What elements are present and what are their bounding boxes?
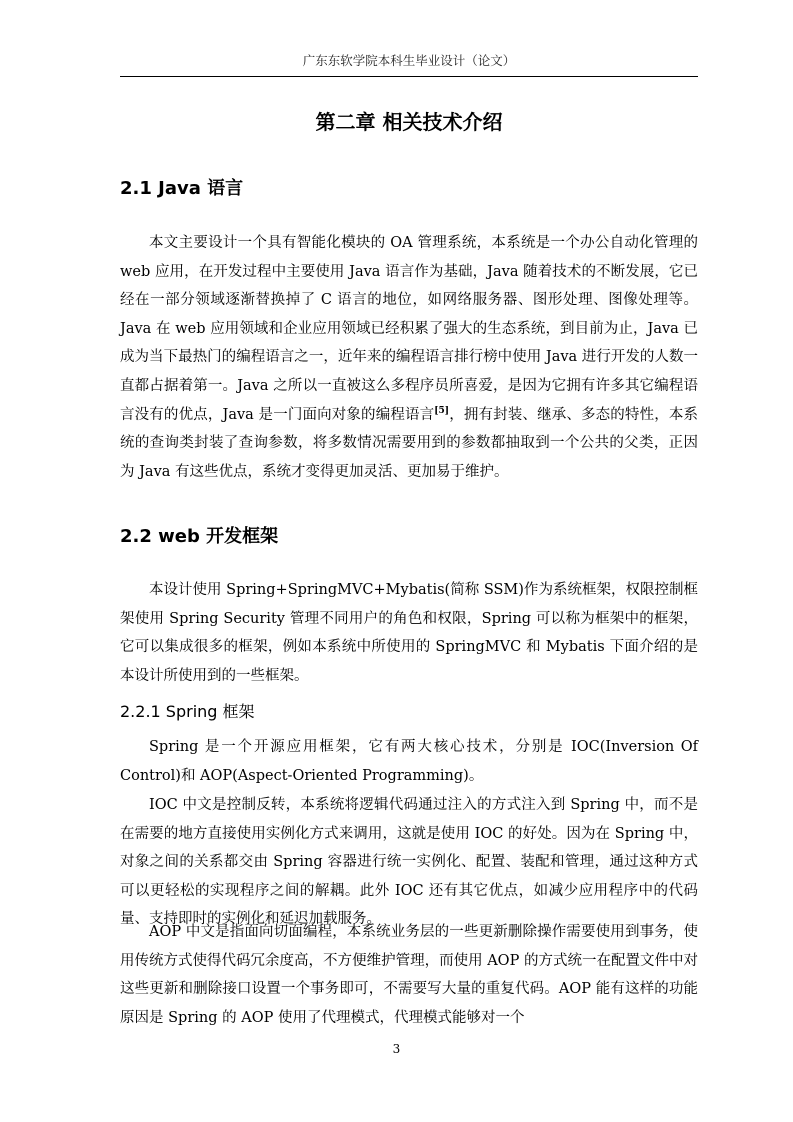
section-heading-web-framework: 2.2 web 开发框架: [120, 526, 279, 547]
citation-marker: [5]: [434, 405, 450, 416]
running-header: 广东东软学院本科生毕业设计（论文）: [120, 52, 698, 77]
chapter-title: 第二章 相关技术介绍: [315, 110, 503, 134]
paragraph-aop: AOP 中文是指面向切面编程，本系统业务层的一些更新删除操作需要使用到事务，使用传统方式使得代码冗余度高，不方便维护管理，而使用 AOP 的方式统一在配置文件中对这些更新和删除接口设置一个事务即可，不需要写大量的重复代码。AOP 能有这样的功能原因是 Spring 的 AOP 使用了代理模式，代理模式能够对一个: [120, 924, 698, 1026]
paragraph-web-framework: 本设计使用 Spring+SpringMVC+Mybatis(简称 SSM)作为系统框架，权限控制框架使用 Spring Security 管理不同用户的角色和权限，Spring 可以称为框架中的框架，它可以集成很多的框架，例如本系统中所使用的 SpringMVC 和 Mybatis 下面介绍的是本设计所使用到的一些框架。: [120, 582, 698, 684]
paragraph-java-text-2: ，拥有封装、继承、多态的特性，本系统的查询类封装了查询参数，将多数情况需要用到的参数都抽取到一个公共的父类，正因为 Java 有这些优点，系统才变得更加灵活、更加易于维护。: [120, 406, 699, 480]
section-heading-java: 2.1 Java 语言: [120, 178, 244, 199]
subsection-heading-spring: 2.2.1 Spring 框架: [120, 702, 255, 721]
paragraph-java-text-1: 本文主要设计一个具有智能化模块的 OA 管理系统，本系统是一个办公自动化管理的 web 应用，在开发过程中主要使用 Java 语言作为基础，Java 随着技术的不断发展，它已经在一部分领域逐渐替换掉了 C 语言的地位，如网络服务器、图形处理、图像处理等。Java 在 web 应用领域和企业应用领域已经积累了强大的生态系统，到目前为止，Java 已成为当下最热门的编程语言之一，近年来的编程语言排行榜中使用 Java 进行开发的人数一直都占据着第一。Java 之所以一直被这么多程序员所喜爱，是因为它拥有许多其它编程语言没有的优点，Java 是一门面向对象的编程语言: [120, 235, 698, 423]
page-number: 3: [392, 1042, 401, 1056]
paragraph-ioc: IOC 中文是控制反转，本系统将逻辑代码通过注入的方式注入到 Spring 中，而不是在需要的地方直接使用实例化方式来调用，这就是使用 IOC 的好处。因为在 Spring 中，对象之间的关系都交由 Spring 容器进行统一实例化、配置、装配和管理，通过这种方式可以更轻松的实现程序之间的解耦。此外 IOC 还有其它优点，如减少应用程序中的代码量、支持即时的实例化和延迟加载服务。: [120, 797, 698, 928]
paragraph-spring-intro: Spring 是一个开源应用框架，它有两大核心技术，分别是 IOC(Inversion Of Control)和 AOP(Aspect-Oriented Programming)。: [120, 739, 698, 784]
paragraph-java: [120, 229, 698, 486]
